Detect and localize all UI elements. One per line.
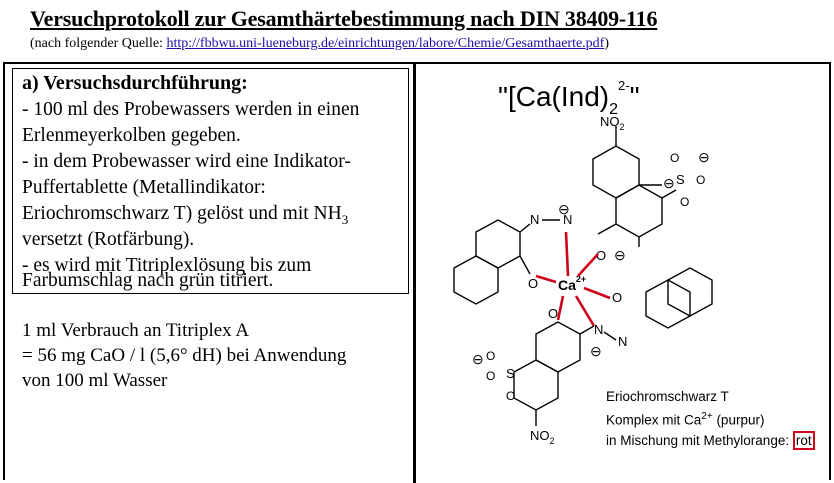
procedure-heading: a) Versuchsdurchführung:: [22, 72, 248, 94]
legend-line-3-prefix: in Mischung mit Methylorange:: [606, 432, 793, 448]
phenolate-o-bottom: O: [548, 306, 559, 321]
nh3-subscript: 3: [341, 211, 349, 227]
calcium-center: $Ca^{2+}$: [558, 274, 587, 293]
procedure-line-6: versetzt (Rotfärbung).: [22, 229, 195, 250]
nitrogen-lower-2: N: [618, 334, 628, 349]
sulfonate-o1-bottom: O: [486, 349, 496, 363]
carbonyl-o-left: O: [528, 276, 539, 291]
sulfonate-o3-bottom: O: [506, 389, 516, 403]
legend-line-2: [606, 407, 815, 431]
lower-naphthalene: [514, 322, 616, 426]
source-prefix: (nach folgender Quelle:: [30, 36, 167, 51]
phenolate-o-top: O: [596, 248, 607, 263]
carbonyl-o-right: O: [612, 290, 623, 305]
source-note: [30, 36, 609, 52]
right-naphthalene: [646, 268, 712, 328]
procedure-line-2: Erlenmeyerkolben gegeben.: [22, 125, 241, 146]
nitrogen-lower: N: [594, 322, 604, 337]
procedure-line-4: Puffertablette (Metallindikator:: [22, 177, 266, 198]
structure-legend: [606, 387, 815, 451]
left-naphthalene: [454, 220, 560, 304]
sulfonate-o3-top: O: [680, 195, 690, 209]
legend-line-2-suffix: (purpur): [712, 412, 765, 428]
minus-azo-top: ⊖: [558, 201, 570, 217]
procedure-line-7: - es wird mit Titriplexlösung bis zum: [22, 255, 312, 276]
usage-line-2: = 56 mg CaO / l (5,6° dH) bei Anwendung: [22, 345, 347, 366]
minus-phenolate-top: ⊖: [614, 247, 626, 263]
no2-top-label: $NO_2$: [600, 114, 625, 132]
legend-ca-charge: 2+: [701, 411, 713, 422]
sulfur-top: S: [676, 172, 685, 187]
usage-note: [22, 318, 417, 393]
procedure-line-1: - 100 ml des Probewassers werden in einen: [22, 99, 360, 120]
usage-line-3: von 100 ml Wasser: [22, 370, 168, 391]
sulfur-bottom: S: [506, 366, 515, 381]
legend-line-3: [606, 431, 815, 451]
sulfonate-o2-bottom: O: [486, 369, 496, 383]
column-divider: [413, 62, 416, 483]
page-title: Versuchprotokoll zur Gesamthärtebestimmung nach DIN 38409-116: [30, 6, 658, 31]
nitrogen-upper: N: [563, 212, 573, 227]
minus-sulfonate-top: ⊖: [698, 149, 710, 165]
source-suffix: ): [604, 36, 610, 51]
legend-line-1: Eriochromschwarz T: [606, 389, 729, 404]
minus-sulfonate-bottom: ⊖: [472, 351, 484, 367]
complex-formula: "[$Ca(Ind)_2^{2-}$": [498, 78, 640, 118]
procedure-line-8: Farbumschlag nach grün titriert.: [22, 270, 274, 291]
nitrogen-upper-2: N: [530, 212, 540, 227]
sulfonate-o1-top: O: [670, 151, 680, 165]
legend-color-highlight: rot: [793, 431, 815, 450]
usage-line-1: 1 ml Verbrauch an Titriplex A: [22, 320, 250, 341]
procedure-line-3: - in dem Probewasser wird eine Indikator-: [22, 151, 351, 172]
no2-bottom-label: $NO_2$: [530, 428, 555, 444]
minus-azo-bottom: ⊖: [590, 343, 602, 359]
source-link[interactable]: http://fbbwu.uni-lueneburg.de/einrichtungen/labore/Chemie/Gesamthaerte.pdf: [166, 36, 605, 51]
procedure-line-5-text: Eriochromschwarz T) gelöst und mit NH: [22, 203, 342, 224]
sulfonate-o2-top: O: [696, 173, 706, 187]
minus-near-sulfur-top: ⊖: [663, 175, 675, 191]
legend-line-2-prefix: Komplex mit Ca: [606, 412, 702, 428]
